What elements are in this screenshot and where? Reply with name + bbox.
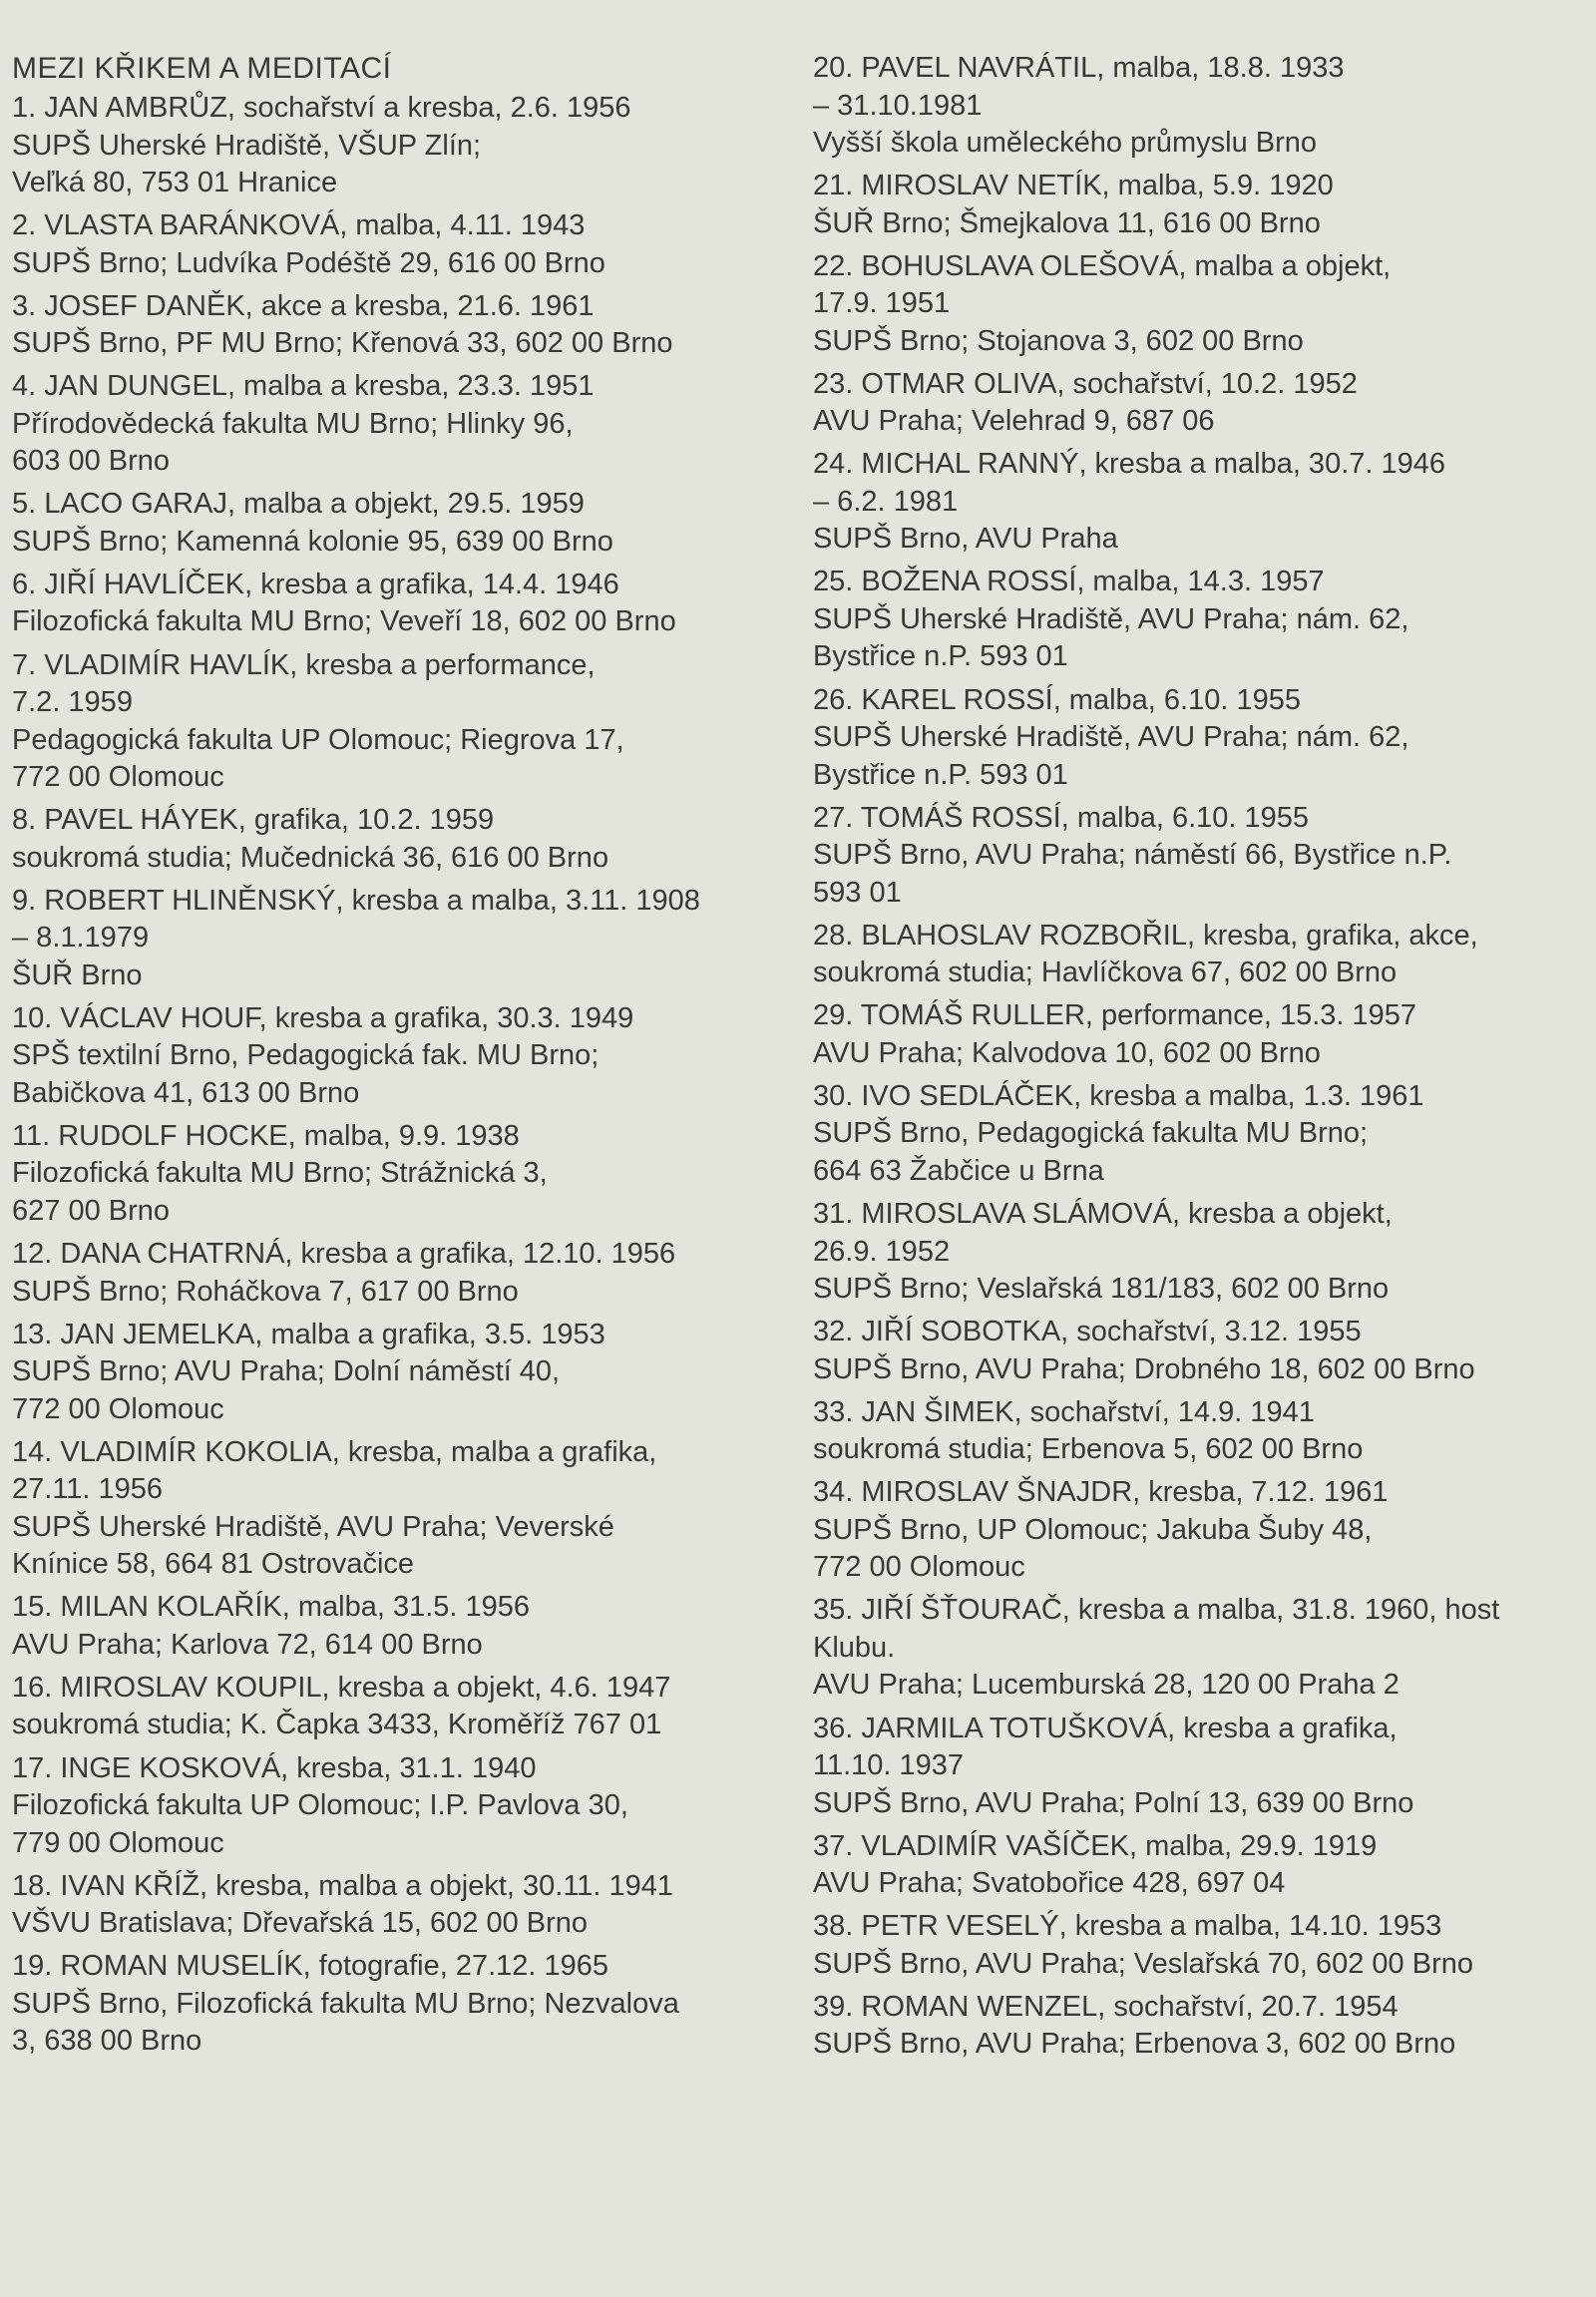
artist-entry: [12, 883, 800, 995]
artist-name-line: 1. JAN AMBRŮZ, sochařství a kresba, 2.6. 1956: [12, 92, 631, 124]
artist-entry: [12, 1868, 800, 1943]
artist-name-line: 26. KAREL ROSSÍ, malba, 6.10. 1955: [813, 683, 1301, 716]
artist-entry: [813, 366, 1591, 441]
artist-entry: [12, 288, 800, 363]
artist-name-line: 18. IVAN KŘÍŽ, kresba, malba a objekt, 30.11. 1941: [12, 1869, 674, 1902]
artist-entry: [12, 1317, 800, 1429]
artist-entry: [12, 567, 800, 641]
artist-name-line: 3. JOSEF DANĚK, akce a kresba, 21.6. 1961: [12, 289, 595, 322]
artist-entry: [12, 1000, 800, 1113]
artist-name-line: 28. BLAHOSLAV ROZBOŘIL, kresba, grafika, akce,: [813, 919, 1478, 952]
artist-entry: [813, 446, 1591, 559]
artist-name-line: 34. MIROSLAV ŠNAJDR, kresba, 7.12. 1961: [813, 1476, 1389, 1509]
artist-name-line: 30. IVO SEDLÁČEK, kresba a malba, 1.3. 1961: [813, 1079, 1424, 1112]
artist-detail-line: soukromá studia; Erbenova 5, 602 00 Brno: [813, 1433, 1364, 1466]
artist-name-line: 14. VLADIMÍR KOKOLIA, kresba, malba a grafika,: [12, 1435, 657, 1468]
artist-entry: [813, 682, 1591, 795]
artist-name-line: 27. TOMÁŠ ROSSÍ, malba, 6.10. 1955: [813, 801, 1310, 834]
artist-detail-line: 27.11. 1956: [12, 1473, 164, 1506]
artist-name-line: 22. BOHUSLAVA OLEŠOVÁ, malba a objekt,: [813, 249, 1392, 282]
artist-detail-line: 26.9. 1952: [813, 1235, 951, 1268]
artist-name-line: 6. JIŘÍ HAVLÍČEK, kresba a grafika, 14.4. 1946: [12, 568, 619, 600]
artist-name-line: 38. PETR VESELÝ, kresba a malba, 14.10. 1953: [813, 1910, 1442, 1943]
artist-detail-line: Bystřice n.P. 593 01: [813, 758, 1068, 791]
artist-detail-line: Veľká 80, 753 01 Hranice: [12, 167, 338, 198]
artist-detail-line: SUPŠ Uherské Hradiště, AVU Praha; nám. 62,: [813, 721, 1409, 754]
artist-detail-line: 593 01: [813, 876, 902, 909]
artist-detail-line: Pedagogická fakulta UP Olomouc; Riegrova 17,: [12, 723, 624, 756]
artist-name-line: 9. ROBERT HLINĚNSKÝ, kresba a malba, 3.11. 1908: [12, 884, 700, 917]
artist-name-line: 39. ROMAN WENZEL, sochařství, 20.7. 1954: [813, 1990, 1398, 2023]
artist-detail-line: soukromá studia; Mučednická 36, 616 00 Brno: [12, 841, 609, 874]
artist-detail-line: AVU Praha; Karlova 72, 614 00 Brno: [12, 1628, 483, 1661]
artist-detail-line: SUPŠ Brno, Pedagogická fakulta MU Brno;: [813, 1117, 1369, 1150]
artist-detail-line: AVU Praha; Kalvodova 10, 602 00 Brno: [813, 1036, 1321, 1069]
artist-detail-line: Filozofická fakulta MU Brno; Veveří 18, 602 00 Brno: [12, 605, 676, 638]
artist-entry: [813, 50, 1591, 163]
artist-detail-line: 627 00 Brno: [12, 1194, 171, 1227]
artist-entry: [12, 368, 800, 481]
artist-entry: [813, 918, 1591, 992]
left-column: [12, 50, 800, 2066]
artist-name-line: 31. MIROSLAVA SLÁMOVÁ, kresba a objekt,: [813, 1198, 1393, 1231]
artist-detail-line: 779 00 Olomouc: [12, 1826, 224, 1859]
artist-name-line: 12. DANA CHATRNÁ, kresba a grafika, 12.10. 1956: [12, 1238, 676, 1271]
artist-entry: [813, 564, 1591, 676]
artist-detail-line: soukromá studia; K. Čapka 3433, Kroměříž 767 01: [12, 1709, 662, 1741]
artist-entry: [813, 1908, 1591, 1983]
document-heading: MEZI KŘIKEM A MEDITACÍ: [12, 52, 392, 85]
artist-entry: [813, 1078, 1591, 1191]
artist-detail-line: ŠUŘ Brno: [12, 958, 143, 991]
artist-detail-line: SUPŠ Uherské Hradiště, AVU Praha; nám. 62,: [813, 602, 1409, 635]
artist-name-line: 16. MIROSLAV KOUPIL, kresba a objekt, 4.6. 1947: [12, 1671, 671, 1704]
artist-name-line: 23. OTMAR OLIVA, sochařství, 10.2. 1952: [813, 367, 1358, 400]
artist-detail-line: 772 00 Olomouc: [813, 1551, 1025, 1584]
artist-entry: [813, 800, 1591, 913]
artist-entry: [12, 647, 800, 797]
artist-detail-line: SUPŠ Brno, Filozofická fakulta MU Brno; Nezvalova: [12, 1987, 679, 2020]
artist-detail-line: Knínice 58, 664 81 Ostrovačice: [12, 1548, 415, 1581]
artist-entry: [813, 1711, 1591, 1823]
artist-detail-line: SUPŠ Brno, PF MU Brno; Křenová 33, 602 00 Brno: [12, 327, 673, 360]
artist-entry: [813, 997, 1591, 1072]
artist-name-line: 7. VLADIMÍR HAVLÍK, kresba a performance,: [12, 648, 596, 681]
artist-name-line: 33. JAN ŠIMEK, sochařství, 14.9. 1941: [813, 1395, 1315, 1428]
artist-detail-line: SUPŠ Brno; Kamenná kolonie 95, 639 00 Brno: [12, 525, 613, 558]
artist-name-line: 20. PAVEL NAVRÁTIL, malba, 18.8. 1933: [813, 52, 1345, 84]
artist-detail-line: Přírodovědecká fakulta MU Brno; Hlinky 96,: [12, 407, 574, 440]
artist-name-line: 17. INGE KOSKOVÁ, kresba, 31.1. 1940: [12, 1751, 537, 1784]
artist-detail-line: Filozofická fakulta MU Brno; Strážnická 3,: [12, 1157, 548, 1190]
artist-entry: [813, 1394, 1591, 1469]
artist-entry: [12, 802, 800, 877]
artist-detail-line: SUPŠ Brno; Roháčkova 7, 617 00 Brno: [12, 1275, 519, 1308]
artist-detail-line: – 6.2. 1981: [813, 485, 959, 518]
artist-detail-line: soukromá studia; Havlíčkova 67, 602 00 Brno: [813, 957, 1397, 989]
artist-detail-line: Filozofická fakulta UP Olomouc; I.P. Pavlova 30,: [12, 1789, 628, 1821]
artist-entry: [12, 1236, 800, 1311]
artist-detail-line: SUPŠ Brno; Veslařská 181/183, 602 00 Brno: [813, 1273, 1390, 1306]
artist-name-line: 11. RUDOLF HOCKE, malba, 9.9. 1938: [12, 1119, 520, 1152]
artist-detail-line: SUPŠ Uherské Hradiště, VŠUP Zlín;: [12, 129, 482, 162]
artist-detail-line: Babičkova 41, 613 00 Brno: [12, 1076, 360, 1109]
artist-name-line: 35. JIŘÍ ŠŤOURAČ, kresba a malba, 31.8. 1960, host: [813, 1594, 1500, 1627]
artist-detail-line: SUPŠ Brno; AVU Praha; Dolní náměstí 40,: [12, 1355, 561, 1388]
artist-entry: [12, 1434, 800, 1584]
artist-detail-line: 603 00 Brno: [12, 445, 171, 478]
artist-name-line: 10. VÁCLAV HOUF, kresba a grafika, 30.3. 1949: [12, 1001, 634, 1034]
artist-detail-line: – 31.10.1981: [813, 89, 983, 122]
artist-name-line: 13. JAN JEMELKA, malba a grafika, 3.5. 1953: [12, 1318, 605, 1350]
artist-detail-line: 664 63 Žabčice u Brna: [813, 1154, 1104, 1187]
artist-detail-line: SPŠ textilní Brno, Pedagogická fak. MU Brno;: [12, 1039, 599, 1072]
artist-detail-line: SUPŠ Brno, AVU Praha; Erbenova 3, 602 00 Brno: [813, 2028, 1456, 2061]
artist-detail-line: SUPŠ Brno, AVU Praha; Veslařská 70, 602 00 Brno: [813, 1947, 1474, 1980]
artist-detail-line: SUPŠ Brno, AVU Praha; Polní 13, 639 00 Brno: [813, 1786, 1414, 1819]
artist-entry: [12, 1118, 800, 1231]
artist-detail-line: AVU Praha; Lucemburská 28, 120 00 Praha 2: [813, 1669, 1399, 1702]
artist-name-line: 21. MIROSLAV NETÍK, malba, 5.9. 1920: [813, 170, 1334, 202]
artist-detail-line: AVU Praha; Svatobořice 428, 697 04: [813, 1867, 1286, 1900]
artist-detail-line: 17.9. 1951: [813, 287, 951, 320]
artist-name-line: 32. JIŘÍ SOBOTKA, sochařství, 3.12. 1955: [813, 1316, 1362, 1348]
artist-detail-line: 772 00 Olomouc: [12, 1392, 224, 1425]
artist-detail-line: Vyšší škola uměleckého průmyslu Brno: [813, 127, 1318, 159]
artist-entry: [813, 248, 1591, 361]
artist-detail-line: 3, 638 00 Brno: [12, 2025, 202, 2058]
artist-entry: [813, 1592, 1591, 1705]
artist-entry: [12, 1750, 800, 1863]
artist-detail-line: SUPŠ Brno, AVU Praha; Drobného 18, 602 00 Brno: [813, 1352, 1475, 1385]
artist-name-line: 25. BOŽENA ROSSÍ, malba, 14.3. 1957: [813, 566, 1325, 598]
artist-name-line: 37. VLADIMÍR VAŠÍČEK, malba, 29.9. 1919: [813, 1829, 1378, 1862]
artist-detail-line: SUPŠ Uherské Hradiště, AVU Praha; Veverské: [12, 1510, 614, 1543]
artist-detail-line: SUPŠ Brno; Stojanova 3, 602 00 Brno: [813, 324, 1304, 357]
artist-name-line: 15. MILAN KOLAŘÍK, malba, 31.5. 1956: [12, 1591, 531, 1624]
artist-name-line: 19. ROMAN MUSELÍK, fotografie, 27.12. 1965: [12, 1950, 609, 1983]
artist-name-line: 36. JARMILA TOTUŠKOVÁ, kresba a grafika,: [813, 1712, 1397, 1744]
artist-detail-line: Klubu.: [813, 1631, 896, 1664]
artist-name-line: 4. JAN DUNGEL, malba a kresba, 23.3. 1951: [12, 370, 595, 403]
artist-entry: [12, 1670, 800, 1744]
artist-entry: [813, 1828, 1591, 1903]
artist-detail-line: 11.10. 1937: [813, 1749, 965, 1781]
artist-detail-line: – 8.1.1979: [12, 922, 150, 955]
artist-entry: [12, 1948, 800, 2061]
artist-detail-line: 772 00 Olomouc: [12, 761, 224, 794]
artist-entry: [813, 1196, 1591, 1309]
artist-detail-line: SUPŠ Brno, UP Olomouc; Jakuba Šuby 48,: [813, 1513, 1373, 1546]
artist-detail-line: AVU Praha; Velehrad 9, 687 06: [813, 405, 1215, 438]
artist-name-line: 2. VLASTA BARÁNKOVÁ, malba, 4.11. 1943: [12, 209, 586, 242]
artist-detail-line: ŠUŘ Brno; Šmejkalova 11, 616 00 Brno: [813, 206, 1321, 239]
artist-entry: [813, 1989, 1591, 2064]
artist-name-line: 8. PAVEL HÁYEK, grafika, 10.2. 1959: [12, 804, 495, 837]
artist-detail-line: SUPŠ Brno, AVU Praha; náměstí 66, Bystřice n.P.: [813, 839, 1452, 872]
artist-entry: [813, 1474, 1591, 1587]
artist-entry: [12, 1589, 800, 1664]
artist-entry: [12, 486, 800, 561]
artist-entry: [813, 168, 1591, 242]
artist-entry: [813, 1314, 1591, 1388]
artist-name-line: 29. TOMÁŠ RULLER, performance, 15.3. 1957: [813, 999, 1417, 1032]
artist-name-line: 24. MICHAL RANNÝ, kresba a malba, 30.7. 1946: [813, 448, 1446, 481]
artist-entry: [12, 90, 800, 202]
artist-name-line: 5. LACO GARAJ, malba a objekt, 29.5. 1959: [12, 488, 585, 521]
artist-entry: [12, 207, 800, 282]
artist-detail-line: 7.2. 1959: [12, 686, 133, 719]
artist-detail-line: Bystřice n.P. 593 01: [813, 640, 1068, 673]
artist-detail-line: SUPŠ Brno; Ludvíka Podéště 29, 616 00 Brno: [12, 246, 605, 279]
artist-detail-line: VŠVU Bratislava; Dřevařská 15, 602 00 Brno: [12, 1907, 589, 1940]
artist-detail-line: SUPŠ Brno, AVU Praha: [813, 523, 1118, 556]
right-column: [813, 50, 1591, 2069]
